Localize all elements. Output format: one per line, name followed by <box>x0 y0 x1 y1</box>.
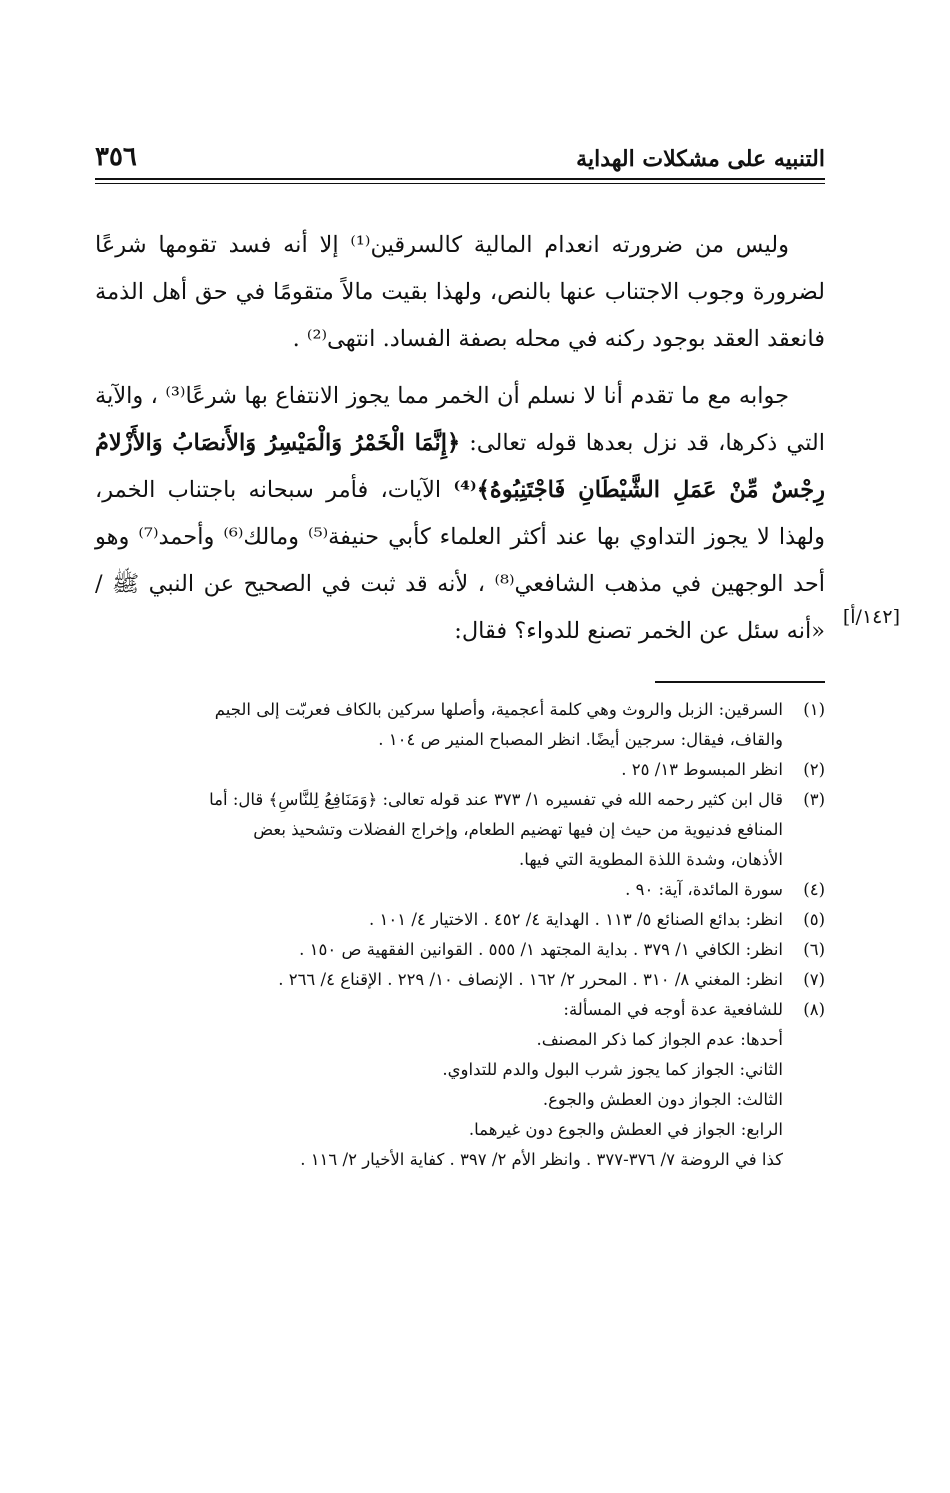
manuscript-folio-marker: [١٤٢/أ] <box>842 606 900 628</box>
footnote-item <box>95 905 825 935</box>
paragraph-2-part-2: الآيات، فأمر سبحانه باجتناب الخمر، ولهذا لا يجوز التداوي بها عند أكثر العلماء كأبي حنيفة⁽⁵⁾ ومالك⁽⁶⁾ وأحمد⁽⁷⁾ وهو أحد الوجهين في مذهب الشافعي⁽⁸⁾ ، لأنه قد ثبت في الصحيح عن النبي ﷺ / «أنه سئل عن الخمر تصنع للدواء؟ فقال: <box>95 477 826 644</box>
footnote-item <box>95 875 825 905</box>
running-title: التنبيه على مشكلات الهداية <box>576 146 825 172</box>
page-header <box>95 120 825 172</box>
footnote-text <box>95 965 783 995</box>
footnote-number: (٢) <box>803 760 825 779</box>
footnote-line: الأذهان، وشدة اللذة المطوية التي فيها. <box>519 850 783 869</box>
footnote-item <box>95 785 825 875</box>
footnote-text <box>95 695 783 755</box>
paragraph-2-wrapper <box>95 373 900 655</box>
footnote-text <box>95 905 783 935</box>
page-number: ٣٥٦ <box>95 142 137 172</box>
paragraph-2 <box>95 373 825 655</box>
footnote-line: قال ابن كثير رحمه الله في تفسيره ١/ ٣٧٣ عند قوله تعالى: ﴿وَمَنَافِعُ لِلنَّاسِ﴾ قال: أما <box>209 790 783 809</box>
footnote-text <box>95 875 783 905</box>
footnote-item <box>95 695 825 755</box>
footnote-line: سورة المائدة، آية: ٩٠ . <box>625 880 783 899</box>
footnote-line: الثاني: الجواز كما يجوز شرب البول والدم للتداوي. <box>442 1060 783 1079</box>
footnote-line: انظر: الكافي ١/ ٣٧٩ . بداية المجتهد ١/ ٥٥٥ . القوانين الفقهية ص ١٥٠ . <box>299 940 783 959</box>
footnote-line: والقاف، فيقال: سرجين أيضًا. انظر المصباح المنير ص ١٠٤ . <box>378 730 783 749</box>
footnote-line: الثالث: الجواز دون العطش والجوع. <box>542 1090 783 1109</box>
footnote-line: أحدها: عدم الجواز كما ذكر المصنف. <box>536 1030 783 1049</box>
quran-verse: ﴿إِنَّمَا الْخَمْرُ وَالْمَيْسِرُ وَالأَنصَابُ وَالأَزْلامُ رِجْسٌ مِّنْ عَمَلِ الشَّيْطَانِ فَاجْتَنِبُوهُ﴾⁽⁴⁾ <box>95 430 826 503</box>
book-page <box>95 120 900 1175</box>
main-text <box>95 222 900 655</box>
footnote-number: (١) <box>803 700 825 719</box>
footnote-item <box>95 755 825 785</box>
footnote-number: (٧) <box>803 970 825 989</box>
footnote-item <box>95 935 825 965</box>
footnote-line: المنافع فدنيوية من حيث إن فيها تهضيم الطعام، وإخراج الفضلات وتشحيذ بعض <box>253 820 783 839</box>
footnote-line: انظر: المغني ٨/ ٣١٠ . المحرر ٢/ ١٦٢ . الإنصاف ١٠/ ٢٢٩ . الإقناع ٤/ ٢٦٦ . <box>278 970 783 989</box>
header-divider <box>95 178 825 184</box>
footnote-number: (٦) <box>803 940 825 959</box>
footnote-number: (٨) <box>803 1000 825 1019</box>
footnote-text <box>95 935 783 965</box>
footnote-text <box>95 995 783 1175</box>
footnote-item <box>95 965 825 995</box>
footnote-line: انظر المبسوط ١٣/ ٢٥ . <box>621 760 783 779</box>
footnote-line: انظر: بدائع الصنائع ٥/ ١١٣ . الهداية ٤/ ٤٥٢ . الاختيار ٤/ ١٠١ . <box>369 910 783 929</box>
footnote-line: للشافعية عدة أوجه في المسألة: <box>563 1000 783 1019</box>
footnote-line: السرقين: الزبل والروث وهي كلمة أعجمية، وأصلها سركين بالكاف فعربّت إلى الجيم <box>214 700 783 719</box>
footnote-line: الرابع: الجواز في العطش والجوع دون غيرهما. <box>468 1120 783 1139</box>
footnote-number: (٤) <box>803 880 825 899</box>
footnote-divider <box>655 681 825 683</box>
paragraph-1: وليس من ضرورته انعدام المالية كالسرقين⁽¹⁾ إلا أنه فسد تقومها شرعًا لضرورة وجوب الاجتناب عنها بالنص، ولهذا بقيت مالاً متقومًا في حق أهل الذمة فانعقد العقد بوجود ركنه في محله بصفة الفساد. انتهى⁽²⁾ . <box>95 232 825 352</box>
paragraph-2-part-1: جوابه مع ما تقدم أنا لا نسلم أن الخمر مما يجوز الانتفاع بها شرعًا⁽³⁾ ، والآية التي ذكرها، قد نزل بعدها قوله تعالى: <box>95 383 826 456</box>
footnote-number: (٥) <box>803 910 825 929</box>
footnote-item <box>95 995 825 1175</box>
footnote-text <box>95 755 783 785</box>
footnotes-section <box>95 695 825 1175</box>
footnote-number: (٣) <box>803 790 825 809</box>
footnote-text <box>95 785 783 875</box>
footnote-line: كذا في الروضة ٧/ ٣٧٦-٣٧٧ . وانظر الأم ٢/ ٣٩٧ . كفاية الأخيار ٢/ ١١٦ . <box>300 1150 783 1169</box>
